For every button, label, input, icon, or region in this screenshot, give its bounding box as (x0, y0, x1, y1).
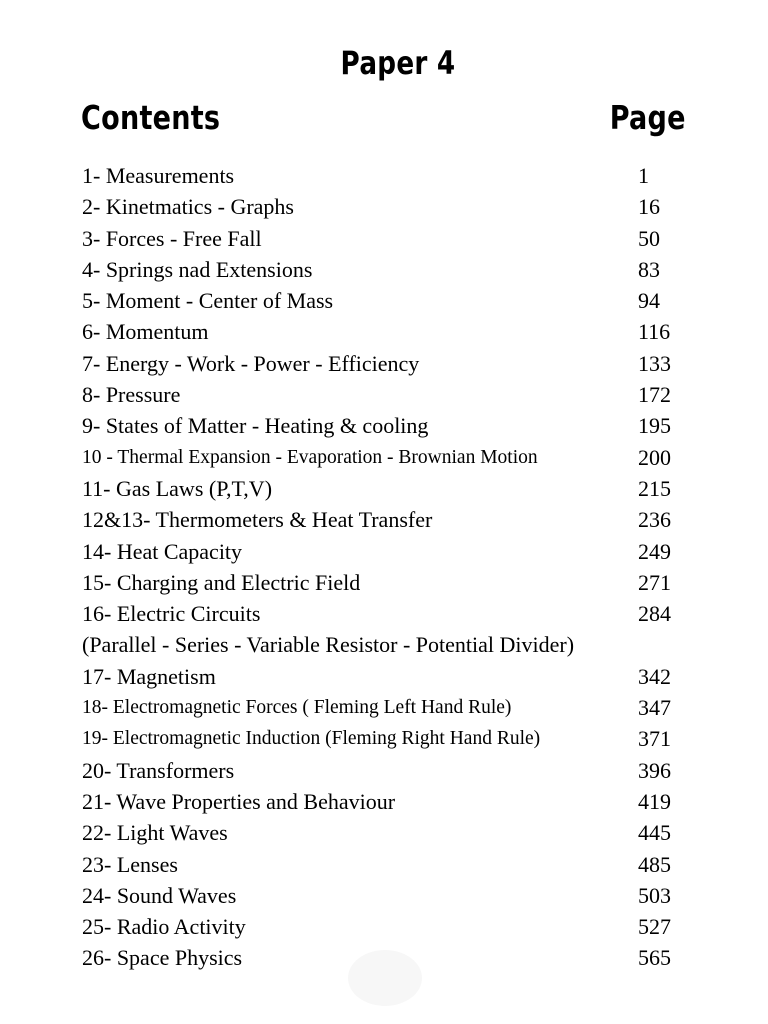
toc-entry-page: 133 (638, 350, 671, 376)
toc-row (82, 473, 686, 504)
toc-entry-page: 527 (638, 914, 671, 940)
toc-entry-title: 1- Measurements (82, 163, 235, 188)
toc-entry-title: 26- Space Physics (82, 945, 243, 971)
toc-entry-title: 7- Energy - Work - Power - Efficiency (82, 350, 420, 376)
toc-entry-page: 396 (638, 757, 671, 783)
toc-entry-page: 195 (638, 413, 671, 439)
toc-row (82, 442, 686, 473)
toc-row (82, 348, 686, 379)
toc-entry-page: 342 (638, 663, 671, 689)
toc-entry-title: 16- Electric Circuits (82, 601, 261, 627)
toc-entry-title: 14- Heat Capacity (82, 538, 243, 564)
toc-entry-page: 16 (638, 194, 660, 220)
toc-entry-title: 3- Forces - Free Fall (82, 225, 262, 251)
toc-entry-page: 249 (638, 538, 671, 564)
toc-row (82, 786, 686, 817)
contents-heading: Contents (81, 98, 221, 137)
toc-entry-title: 5- Moment - Center of Mass (82, 288, 334, 314)
toc-row (82, 379, 686, 410)
toc-row (82, 755, 686, 786)
toc-entry-page: 215 (638, 475, 671, 501)
page-heading: Page (609, 98, 686, 137)
toc-entry-page: 236 (638, 507, 671, 533)
toc-entry-title: 6- Momentum (82, 319, 209, 345)
toc-entry-title: 22- Light Waves (82, 820, 228, 846)
toc-row (82, 504, 686, 535)
toc-row (82, 316, 686, 347)
table-of-contents (82, 160, 686, 974)
toc-entry-page: 371 (638, 726, 671, 752)
toc-entry-title: 21- Wave Properties and Behaviour (82, 788, 396, 814)
contents-header-row (81, 98, 686, 142)
toc-entry-page: 116 (638, 319, 671, 345)
toc-entry-page: 347 (638, 695, 671, 721)
toc-row (82, 160, 686, 191)
toc-entry-page: 50 (638, 225, 660, 251)
toc-subtopics-note: (Parallel - Series - Variable Resistor - Potential Divider) (82, 632, 575, 658)
toc-entry-title: 11- Gas Laws (P,T,V) (82, 475, 273, 501)
toc-entry-title: 25- Radio Activity (82, 914, 246, 940)
toc-row (82, 598, 686, 629)
toc-row (82, 692, 686, 723)
toc-entry-page: 1 (638, 163, 649, 188)
toc-entry-title: 4- Springs nad Extensions (82, 256, 313, 282)
toc-entry-title: 18- Electromagnetic Forces ( Fleming Left Hand Rule) (82, 697, 512, 719)
toc-entry-page: 565 (638, 945, 671, 971)
toc-entry-page: 200 (638, 444, 671, 470)
toc-row (82, 849, 686, 880)
toc-entry-title: 2- Kinetmatics - Graphs (82, 194, 294, 220)
toc-entry-title: 9- States of Matter - Heating & cooling (82, 413, 429, 439)
toc-entry-title: 23- Lenses (82, 851, 178, 877)
toc-entry-title: 10 - Thermal Expansion - Evaporation - Brownian Motion (82, 446, 538, 468)
toc-row (82, 191, 686, 222)
toc-entry-page: 419 (638, 788, 671, 814)
toc-entry-title: 15- Charging and Electric Field (82, 569, 361, 595)
toc-entry-title: 24- Sound Waves (82, 882, 237, 908)
toc-entry-page: 503 (638, 882, 671, 908)
toc-row (82, 723, 686, 754)
toc-row (82, 661, 686, 692)
toc-entry-title: 20- Transformers (82, 757, 235, 783)
toc-entry-page: 94 (638, 288, 660, 314)
toc-entry-page: 445 (638, 820, 671, 846)
toc-row (82, 911, 686, 942)
toc-entry-page: 284 (638, 601, 671, 627)
toc-entry-page: 83 (638, 256, 660, 282)
toc-entry-title: 17- Magnetism (82, 663, 216, 689)
toc-entry-page: 485 (638, 851, 671, 877)
toc-row (82, 536, 686, 567)
toc-row (82, 285, 686, 316)
toc-row (82, 254, 686, 285)
toc-row (82, 817, 686, 848)
toc-row (82, 567, 686, 598)
paper-smudge (348, 950, 422, 1006)
toc-entry-title: 8- Pressure (82, 382, 181, 408)
toc-entry-page: 271 (638, 569, 671, 595)
toc-row (82, 880, 686, 911)
toc-row (82, 223, 686, 254)
document-title: Paper 4 (340, 44, 456, 82)
toc-entry-page: 172 (638, 382, 671, 408)
toc-entry-title: 19- Electromagnetic Induction (Fleming Right Hand Rule) (82, 728, 541, 750)
toc-entry-title: 12&13- Thermometers & Heat Transfer (82, 507, 433, 533)
toc-row (82, 410, 686, 441)
